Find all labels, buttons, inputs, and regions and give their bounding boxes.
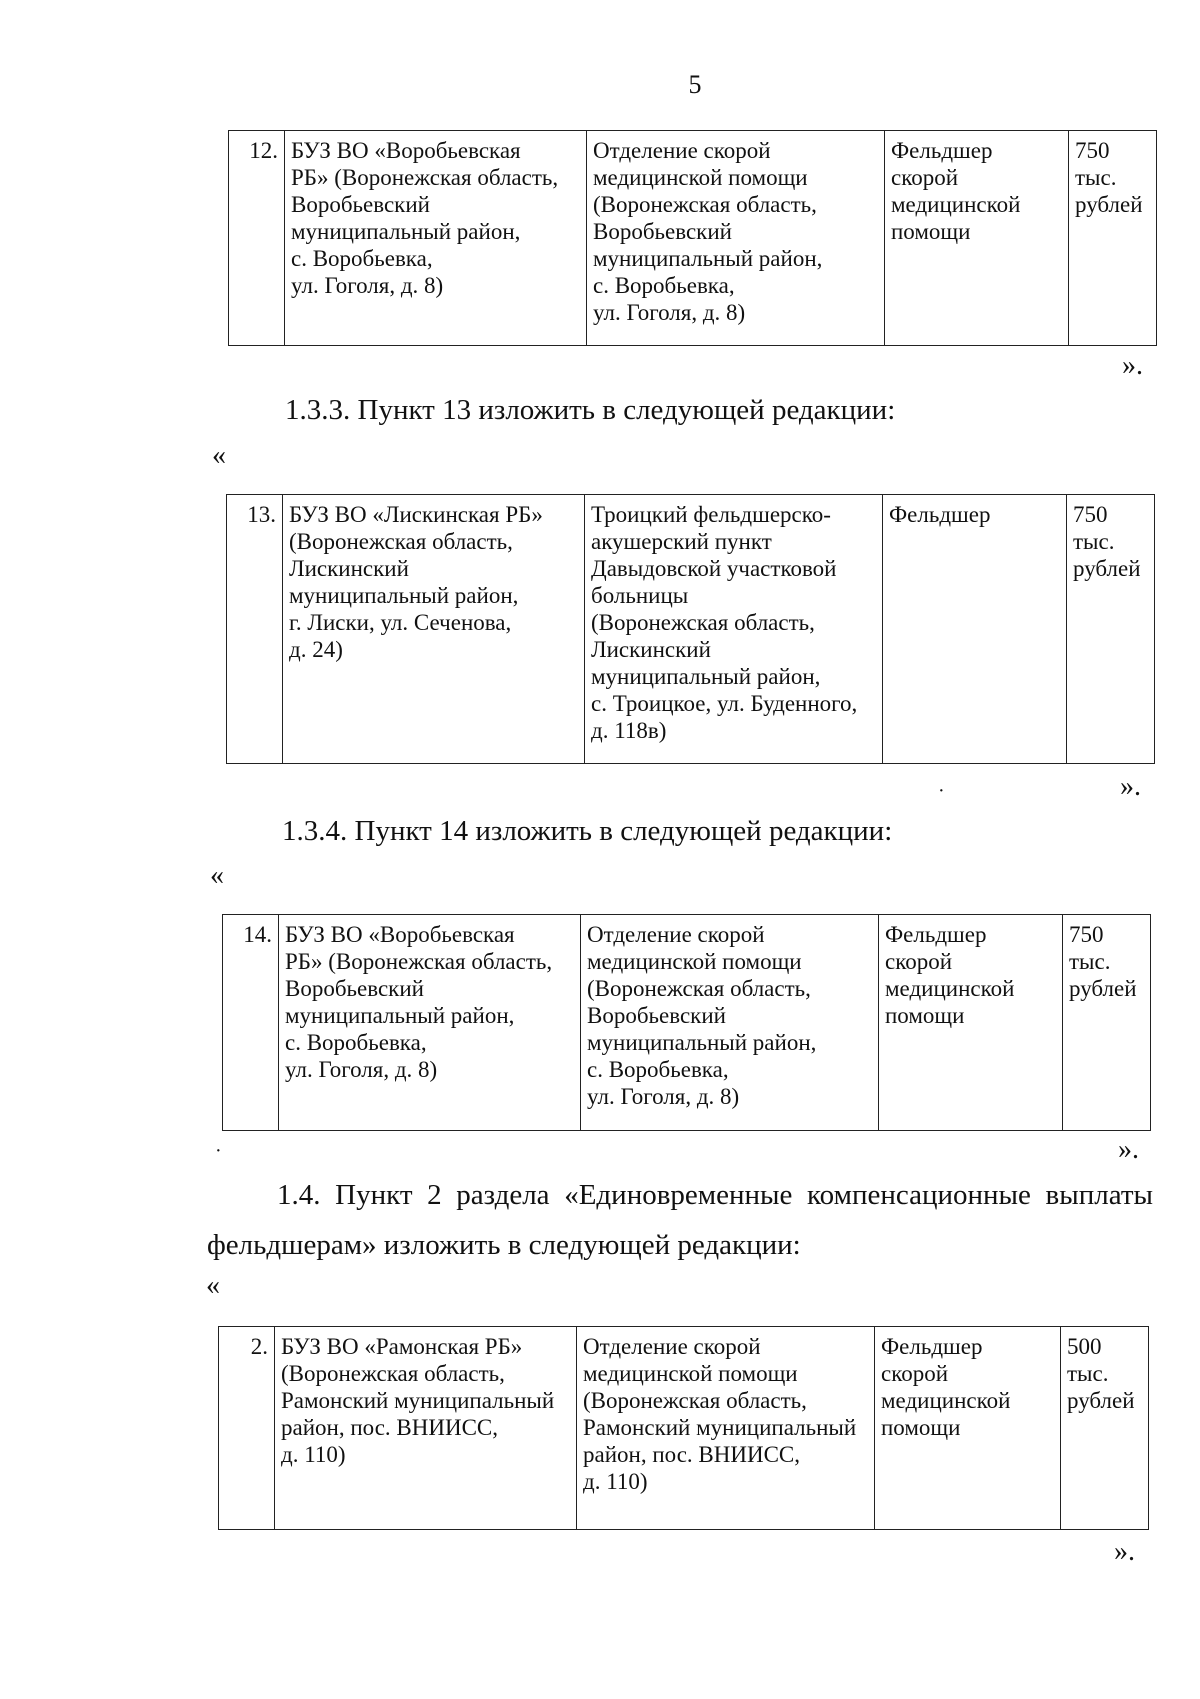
- unit-cell: Троицкий фельдшерско- акушерский пункт Давыдовской участковой больницы (Воронежская область, Лискинский муниципальный район, с. Троицкое, ул. Буденного, д. 118в): [585, 495, 883, 764]
- organization-cell: БУЗ ВО «Рамонская РБ» (Воронежская область, Рамонский муниципальный район, пос. ВНИИСС, д. 110): [275, 1327, 577, 1530]
- amount-cell: 750 тыс. рублей: [1067, 495, 1155, 764]
- paragraph-1-3-3: 1.3.3. Пункт 13 изложить в следующей редакции:: [285, 394, 896, 426]
- paragraph-1-4: [207, 1170, 1153, 1270]
- paragraph-1-3-4: 1.3.4. Пункт 14 изложить в следующей редакции:: [282, 815, 893, 847]
- closing-quote: ».: [1114, 1536, 1135, 1567]
- closing-quote: ».: [1118, 1134, 1139, 1165]
- position-cell: Фельдшер скорой медицинской помощи: [879, 915, 1063, 1131]
- table-row-12: [228, 130, 1157, 346]
- paragraph-1-4-line-1: 1.4. Пункт 2 раздела «Единовременные компенсационные выплаты: [277, 1179, 1153, 1211]
- opening-quote: «: [210, 860, 224, 891]
- row-number: 14.: [223, 915, 279, 1131]
- opening-quote: «: [206, 1270, 220, 1301]
- page-number: 5: [688, 70, 702, 99]
- row-number: 13.: [227, 495, 283, 764]
- closing-quote: ».: [1122, 350, 1143, 381]
- stray-mark: ·: [215, 1140, 222, 1162]
- position-cell: Фельдшер скорой медицинской помощи: [885, 131, 1069, 346]
- paragraph-1-4-line-2: фельдшерам» изложить в следующей редакции:: [207, 1229, 801, 1261]
- position-cell: Фельдшер скорой медицинской помощи: [875, 1327, 1061, 1530]
- closing-quote: ».: [1120, 771, 1141, 802]
- row-number: 12.: [229, 131, 285, 346]
- position-cell: Фельдшер: [883, 495, 1067, 764]
- stray-mark: ·: [938, 780, 945, 802]
- organization-cell: БУЗ ВО «Воробьевская РБ» (Воронежская область, Воробьевский муниципальный район, с. Воробьевка, ул. Гоголя, д. 8): [285, 131, 587, 346]
- amount-cell: 750 тыс. рублей: [1069, 131, 1157, 346]
- unit-cell: Отделение скорой медицинской помощи (Воронежская область, Рамонский муниципальный район, пос. ВНИИСС, д. 110): [577, 1327, 875, 1530]
- row-number: 2.: [219, 1327, 275, 1530]
- organization-cell: БУЗ ВО «Воробьевская РБ» (Воронежская область, Воробьевский муниципальный район, с. Воробьевка, ул. Гоголя, д. 8): [279, 915, 581, 1131]
- table-row-13: [226, 494, 1155, 764]
- organization-cell: БУЗ ВО «Лискинская РБ» (Воронежская область, Лискинский муниципальный район, г. Лиски, ул. Сеченова, д. 24): [283, 495, 585, 764]
- unit-cell: Отделение скорой медицинской помощи (Воронежская область, Воробьевский муниципальный район, с. Воробьевка, ул. Гоголя, д. 8): [581, 915, 879, 1131]
- amount-cell: 500 тыс. рублей: [1061, 1327, 1149, 1530]
- amount-cell: 750 тыс. рублей: [1063, 915, 1151, 1131]
- opening-quote: «: [212, 440, 226, 471]
- table-row-14: [222, 914, 1151, 1131]
- unit-cell: Отделение скорой медицинской помощи (Воронежская область, Воробьевский муниципальный район, с. Воробьевка, ул. Гоголя, д. 8): [587, 131, 885, 346]
- table-row-2: [218, 1326, 1149, 1530]
